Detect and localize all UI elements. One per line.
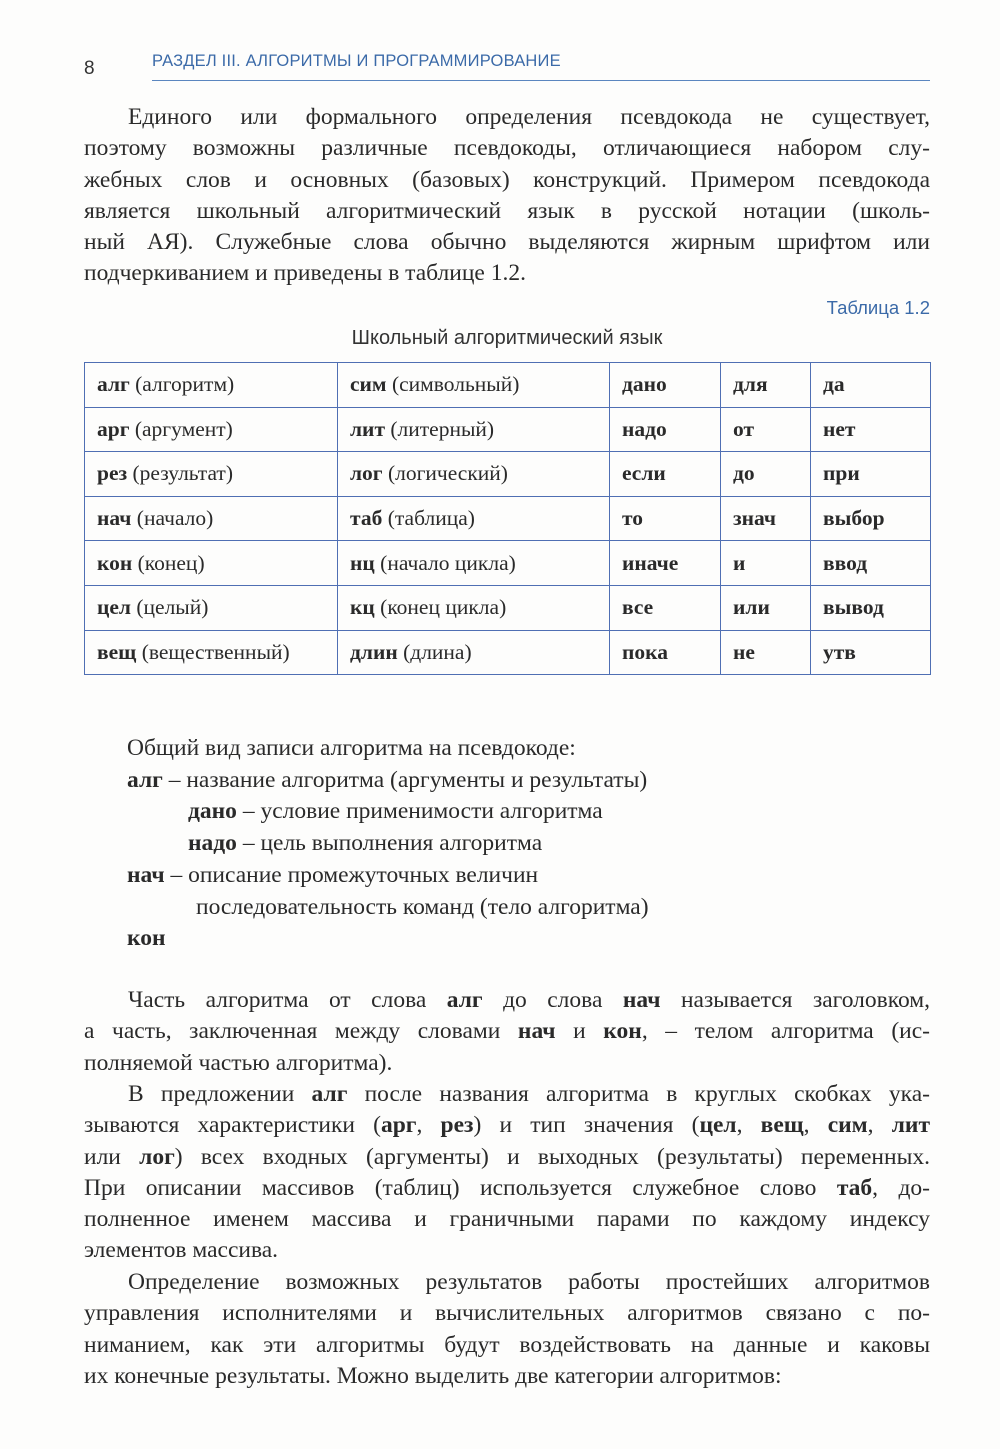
cell-keyword: для xyxy=(733,372,768,397)
text-run: , до- xyxy=(872,1174,930,1201)
table-cell xyxy=(610,407,721,452)
table-cell xyxy=(811,585,931,630)
cell-keyword: то xyxy=(622,506,644,531)
code-line-dano xyxy=(127,796,649,828)
cell-keyword: от xyxy=(733,416,755,441)
table-cell xyxy=(85,363,338,408)
table-cell xyxy=(610,496,721,541)
table-cell xyxy=(338,452,610,497)
table-cell xyxy=(811,452,931,497)
table-cell xyxy=(338,496,610,541)
bold-keyword: вещ xyxy=(760,1112,804,1139)
code-text: – название алгоритма (аргументы и результаты) xyxy=(162,766,648,793)
text-run: зываются характеристики ( xyxy=(84,1112,381,1139)
cell-keyword: вывод xyxy=(823,595,884,620)
cell-keyword: ввод xyxy=(823,550,868,575)
bold-keyword: кон xyxy=(603,1018,642,1045)
bold-keyword: алг xyxy=(311,1081,348,1107)
text-run: после названия алгоритма в круглых скобках ука- xyxy=(347,1081,930,1107)
code-keyword: нач xyxy=(127,861,165,888)
cell-keyword: нц xyxy=(350,550,375,575)
bold-keyword: цел xyxy=(699,1112,737,1139)
table-cell xyxy=(811,407,931,452)
table-cell xyxy=(338,363,610,408)
body-paragraph-2 xyxy=(84,1079,930,1267)
code-keyword: алг xyxy=(127,766,163,793)
text-run: , xyxy=(416,1112,441,1139)
table-cell xyxy=(811,541,931,586)
text-run: управления исполнителями и вычислительных алгоритмов связано с по- xyxy=(84,1300,930,1327)
code-text: – цель выполнения алгоритма xyxy=(236,830,543,857)
table-row xyxy=(85,630,931,675)
table-cell xyxy=(85,452,338,497)
cell-description: (длина) xyxy=(397,639,472,664)
text-line: ный АЯ). Служебные слова обычно выделяются жирным шрифтом или xyxy=(84,229,930,256)
text-line: является школьный алгоритмический язык в русской нотации (школь- xyxy=(84,197,930,224)
bold-keyword: нач xyxy=(622,987,661,1013)
bold-keyword: арг xyxy=(380,1112,417,1139)
table-cell xyxy=(338,541,610,586)
table-caption: Таблица 1.2 xyxy=(826,297,930,318)
code-keyword: кон xyxy=(127,925,166,952)
text-line xyxy=(84,1267,930,1298)
table-cell xyxy=(610,363,721,408)
cell-keyword: кц xyxy=(350,595,375,620)
cell-keyword: все xyxy=(622,595,654,620)
text-line: жебных слов и основных (базовых) конструкций. Примером псевдокода xyxy=(84,166,930,193)
text-line: Единого или формального определения псевдокода не существует, xyxy=(128,104,930,130)
text-run: а часть, заключенная между словами xyxy=(84,1018,518,1045)
code-keyword: надо xyxy=(188,830,237,857)
bold-keyword: сим xyxy=(827,1112,868,1139)
text-line xyxy=(84,1361,930,1392)
cell-keyword: рез xyxy=(97,461,128,486)
cell-keyword: цел xyxy=(97,595,131,620)
keywords-table xyxy=(84,362,931,675)
text-run: ниманием, как эти алгоритмы будут воздействовать на данные и каковы xyxy=(84,1331,930,1358)
text-run: , xyxy=(736,1112,761,1139)
table-cell xyxy=(610,452,721,497)
cell-keyword: да xyxy=(823,372,845,397)
cell-keyword: вещ xyxy=(97,639,137,664)
general-form-heading: Общий вид записи алгоритма на псевдокоде: xyxy=(127,735,576,761)
table-cell xyxy=(610,585,721,630)
cell-keyword: таб xyxy=(350,506,383,531)
code-line-alg xyxy=(127,765,649,797)
cell-keyword: алг xyxy=(97,372,130,397)
code-text: – описание промежуточных величин xyxy=(164,861,539,888)
text-run: При описании массивов (таблиц) используется служебное слово xyxy=(84,1174,837,1201)
table-cell xyxy=(721,630,811,675)
cell-description: (начало) xyxy=(131,506,214,531)
table-cell xyxy=(811,496,931,541)
cell-description: (литерный) xyxy=(385,416,495,441)
cell-keyword: арг xyxy=(97,416,130,441)
cell-keyword: лог xyxy=(350,461,383,486)
table-cell xyxy=(85,585,338,630)
table-cell xyxy=(85,496,338,541)
cell-keyword: дано xyxy=(622,372,667,397)
bold-keyword: алг xyxy=(446,987,483,1013)
code-line-kon xyxy=(127,923,649,955)
intro-paragraph xyxy=(84,102,930,290)
table-cell xyxy=(721,407,811,452)
text-line xyxy=(84,985,930,1016)
cell-description: (аргумент) xyxy=(129,416,233,441)
bold-keyword: таб xyxy=(836,1174,873,1201)
text-line: подчеркиванием и приведены в таблице 1.2. xyxy=(84,260,526,287)
table-row xyxy=(85,363,931,408)
cell-keyword: выбор xyxy=(823,506,885,531)
cell-keyword: при xyxy=(823,461,860,486)
text-run: , xyxy=(867,1112,892,1139)
cell-description: (целый) xyxy=(131,595,209,620)
text-line xyxy=(84,1079,930,1110)
text-line xyxy=(84,1173,930,1204)
text-line xyxy=(84,1048,930,1079)
cell-keyword: сим xyxy=(350,372,387,397)
cell-description: (таблица) xyxy=(382,506,475,531)
bold-keyword: лит xyxy=(891,1112,931,1139)
cell-keyword: пока xyxy=(622,639,668,664)
text-line: поэтому возможны различные псевдокоды, отличающиеся набором слу- xyxy=(84,135,930,162)
general-form-block xyxy=(127,733,649,955)
table-title: Школьный алгоритмический язык xyxy=(351,327,663,349)
table-cell xyxy=(811,630,931,675)
running-head: РАЗДЕЛ III. АЛГОРИТМЫ И ПРОГРАММИРОВАНИЕ xyxy=(152,52,561,70)
cell-description: (конец) xyxy=(132,550,205,575)
text-run: В предложении xyxy=(128,1081,312,1107)
cell-description: (конец цикла) xyxy=(374,595,507,620)
cell-description: (результат) xyxy=(127,461,233,486)
cell-keyword: нач xyxy=(97,506,132,531)
cell-keyword: если xyxy=(622,461,666,486)
table-cell xyxy=(811,363,931,408)
text-line xyxy=(84,1110,930,1141)
cell-keyword: лит xyxy=(350,416,386,441)
cell-keyword: до xyxy=(733,461,755,486)
code-line-nach xyxy=(127,860,649,892)
table-cell xyxy=(610,630,721,675)
cell-keyword: надо xyxy=(622,416,667,441)
cell-keyword: знач xyxy=(733,506,777,531)
table-cell xyxy=(721,363,811,408)
table-row xyxy=(85,585,931,630)
cell-keyword: утв xyxy=(823,639,856,664)
text-run: и xyxy=(555,1018,604,1045)
cell-keyword: и xyxy=(733,550,746,575)
text-line xyxy=(84,1142,930,1173)
body-paragraph-1 xyxy=(84,985,930,1079)
text-run: , – телом алгоритма (ис- xyxy=(641,1018,930,1045)
text-run: ) и тип значения ( xyxy=(473,1112,700,1139)
table-cell xyxy=(610,541,721,586)
code-text: – условие применимости алгоритма xyxy=(236,798,603,825)
text-run: элементов массива. xyxy=(84,1237,279,1264)
bold-keyword: лог xyxy=(139,1143,175,1170)
text-line xyxy=(84,1330,930,1361)
text-line xyxy=(84,1235,930,1266)
table-cell xyxy=(721,541,811,586)
header-rule xyxy=(152,80,930,81)
code-line-body xyxy=(127,892,649,924)
table-row xyxy=(85,496,931,541)
table-cell xyxy=(338,585,610,630)
cell-keyword: длин xyxy=(350,639,398,664)
text-run: до слова xyxy=(482,987,623,1013)
bold-keyword: нач xyxy=(517,1018,556,1045)
code-line-nado xyxy=(127,828,649,860)
cell-keyword: или xyxy=(733,595,770,620)
table-cell xyxy=(721,496,811,541)
text-run: Часть алгоритма от слова xyxy=(128,987,447,1013)
cell-description: (символьный) xyxy=(386,372,520,397)
text-run: называется заголовком, xyxy=(660,987,930,1013)
table-cell xyxy=(338,630,610,675)
body-paragraph-3 xyxy=(84,1267,930,1392)
page-number: 8 xyxy=(84,58,95,79)
cell-keyword: не xyxy=(733,639,755,664)
bold-keyword: рез xyxy=(440,1112,474,1139)
table-cell xyxy=(721,585,811,630)
text-run: полняемой частью алгоритма). xyxy=(84,1049,393,1076)
cell-description: (вещественный) xyxy=(136,639,290,664)
cell-keyword: иначе xyxy=(622,550,679,575)
text-run: Определение возможных результатов работы простейших алгоритмов xyxy=(128,1269,930,1295)
cell-description: (алгоритм) xyxy=(129,372,235,397)
cell-description: (логический) xyxy=(382,461,508,486)
code-text: последовательность команд (тело алгоритма) xyxy=(196,893,649,920)
table-cell xyxy=(85,630,338,675)
text-run: или xyxy=(84,1143,140,1170)
code-keyword: дано xyxy=(188,798,237,825)
table-row xyxy=(85,452,931,497)
text-run: ) всех входных (аргументы) и выходных (результаты) переменных. xyxy=(174,1143,930,1170)
text-run: их конечные результаты. Можно выделить две категории алгоритмов: xyxy=(84,1362,782,1389)
table-cell xyxy=(338,407,610,452)
cell-description: (начало цикла) xyxy=(374,550,516,575)
cell-keyword: кон xyxy=(97,550,133,575)
text-line xyxy=(84,1016,930,1047)
text-run: полненное именем массива и граничными парами по каждому индексу xyxy=(84,1206,930,1233)
table-row xyxy=(85,541,931,586)
text-line xyxy=(84,1204,930,1235)
table-cell xyxy=(85,541,338,586)
keywords-table-body xyxy=(85,363,931,675)
cell-keyword: нет xyxy=(823,416,856,441)
text-run: , xyxy=(803,1112,828,1139)
table-row xyxy=(85,407,931,452)
text-line xyxy=(84,1298,930,1329)
table-cell xyxy=(85,407,338,452)
table-cell xyxy=(721,452,811,497)
